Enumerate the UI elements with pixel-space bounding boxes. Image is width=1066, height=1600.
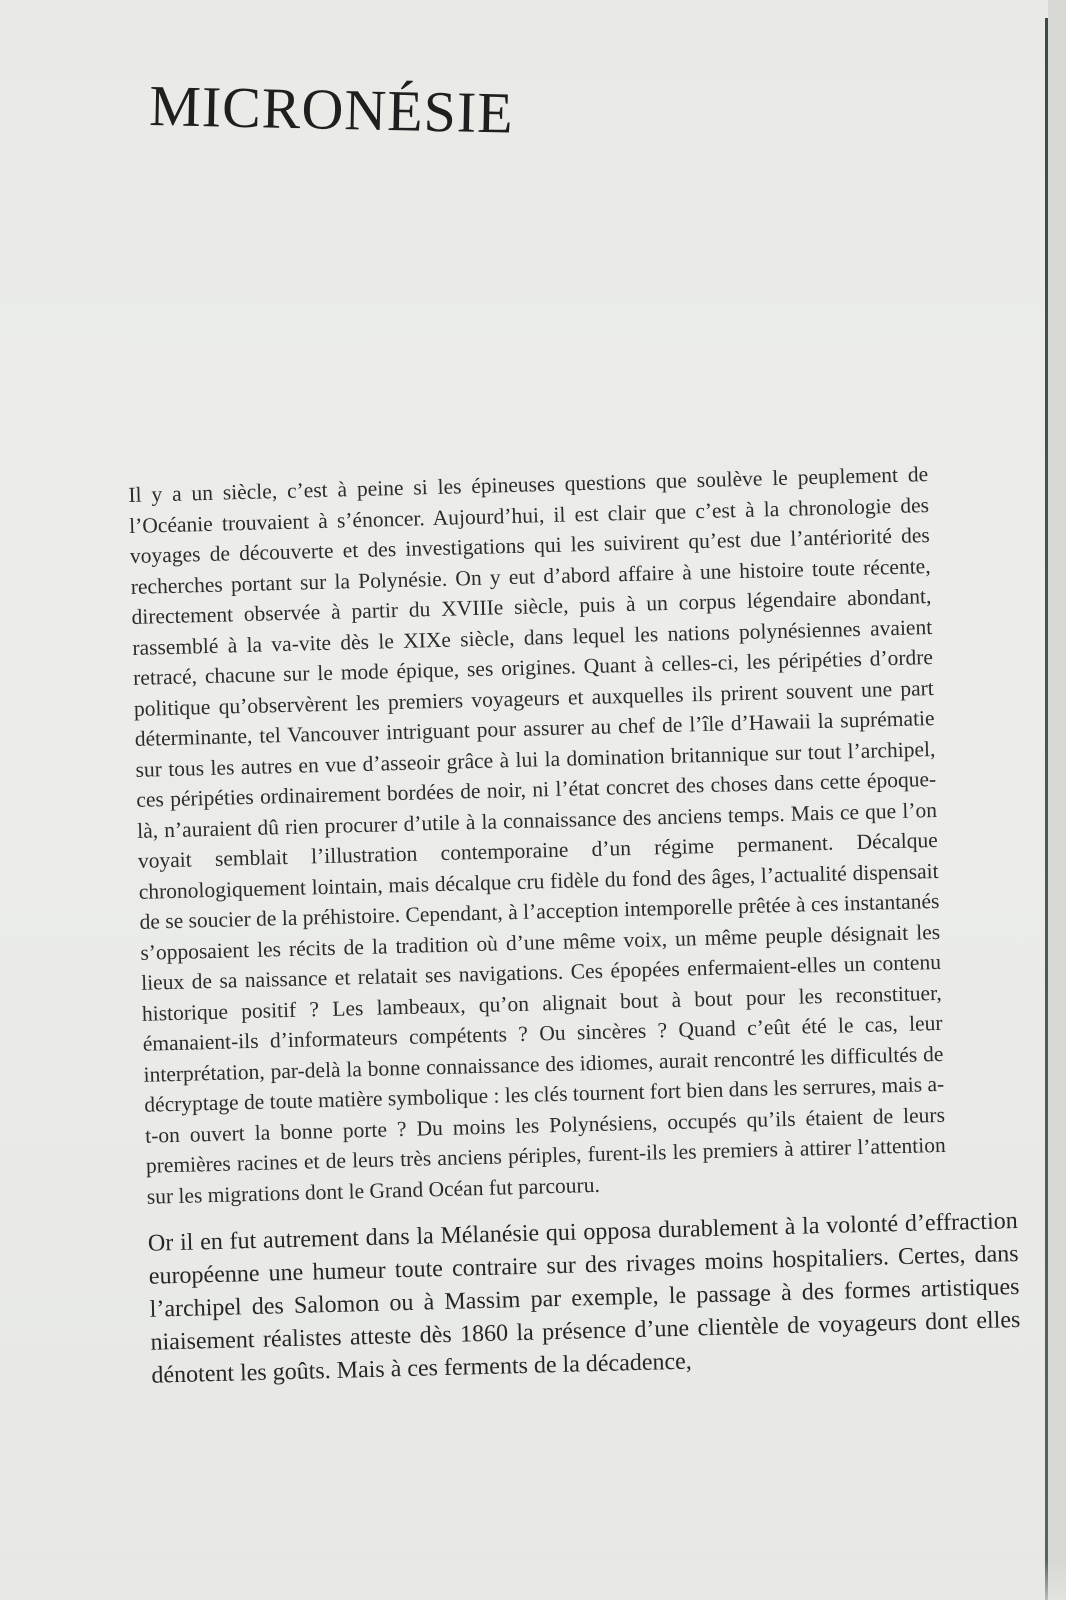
- chapter-title: MICRONÉSIE: [148, 72, 515, 146]
- page-edge: [1045, 18, 1048, 1600]
- paragraph-2: Or il en fut autrement dans la Mélanésie qui opposa durablement à la volonté d’effraction européenne une humeur toute contraire sur des rivages moins hospitaliers. Certes, dans l’archipel des Salomon ou à Massim par exemple, le passage à des formes artistiques niaisement réalistes atteste dès 1860 la présence d’une clientèle de voyageurs dont elles dénotent les goûts. Mais à ces ferments de la décadence,: [147, 1207, 1021, 1389]
- body-text: [128, 458, 1021, 1393]
- page-edge-shadow: [1048, 0, 1066, 1600]
- paragraph-1: Il y a un siècle, c’est à peine si les épineuses questions que soulève le peuplement de l’Océanie trouvaient à s’énoncer. Aujourd’hui, il est clair que c’est à la chronologie des voyages de découverte et des investigations qui les suivirent qu’est due l’antériorité des recherches portant sur la Polynésie. On y eut d’abord affaire à une histoire toute récente, directement observée à partir du XVIIIe siècle, puis à un corpus légendaire abondant, rassemblé à la va-vite dès le XIXe siècle, dans lequel les nations polynésiennes avaient retracé, chacune sur le mode épique, ses origines. Quant à celles-ci, les péripéties d’ordre politique qu’observèrent les premiers voyageurs et auxquelles ils prirent souvent une part déterminante, tel Vancouver intriguant pour assurer au chef de l’île d’Hawaii la suprématie sur tous les autres en vue d’asseoir grâce à lui la domination britannique sur tout l’archipel, ces péripéties ordinairement bordées de noir, ni l’état concret des choses dans cette époque-là, n’auraient dû rien procurer d’utile à la connaissance des anciens temps. Mais ce que l’on voyait semblait l’illustration contemporaine d’un régime permanent. Décalque chronologiquement lointain, mais décalque cru fidèle du fond des âges, l’actualité dispensait de se soucier de la préhistoire. Cependant, à l’acception intemporelle prêtée à ces instantanés s’opposaient les récits de la tradition où d’une même voix, un même peuple désignait les lieux de sa naissance et relatait ses navigations. Ces épopées enfermaient-elles un contenu historique positif ? Les lambeaux, qu’on alignait bout à bout pour les reconstituer, émanaient-ils d’informateurs compétents ? Ou sincères ? Quand c’eût été le cas, leur interprétation, par-delà la bonne connaissance des idiomes, aurait rencontré les difficultés de décryptage de toute matière symbolique : les clés tournent fort bien dans les serrures, mais a-t-on ouvert la bonne porte ? Du moins les Polynésiens, occupés qu’ils étaient de leurs premières racines et de leurs très anciens périples, furent-ils les premiers à attirer l’attention sur les migrations dont le Grand Océan fut parcouru.: [128, 462, 946, 1209]
